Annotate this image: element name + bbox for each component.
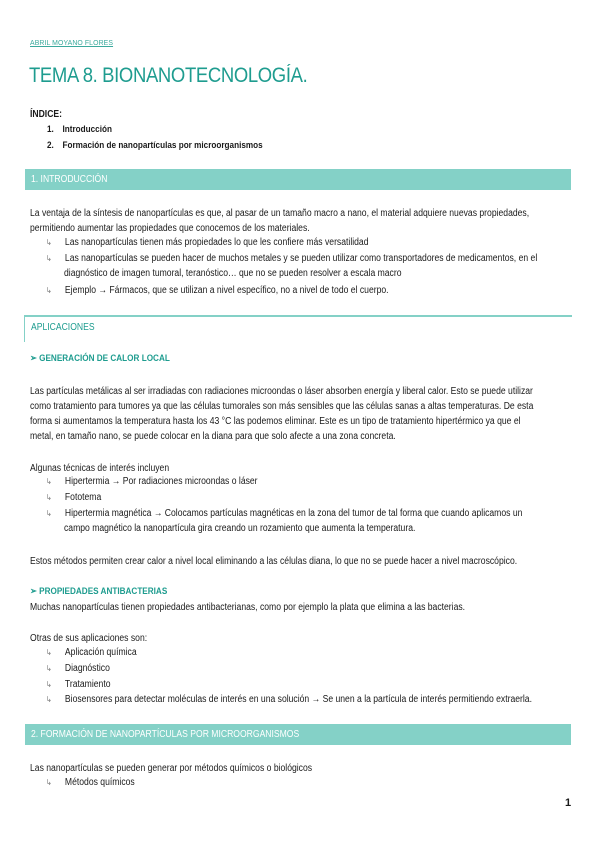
intro-paragraph-line: permitiendo aumentar las propiedades que conocemos de los materiales. [30,223,310,234]
list-item-text: Hipertermia → Por radiaciones microondas o láser [64,476,258,487]
list-item [46,492,101,503]
antibacterial-paragraph: Muchas nanopartículas tienen propiedades antibacterianas, como por ejemplo la plata que elimina a las bacterias. [30,602,466,613]
list-item [46,663,110,674]
section-heading-introduccion [25,169,571,190]
list-item-text: Las nanopartículas tienen más propiedades lo que les confiere más versatilidad [64,237,369,248]
section-heading-text: 1. INTRODUCCIÓN [31,174,108,185]
arrow-bullet-icon: ↳ [46,477,52,486]
list-item [46,679,110,690]
list-item-text: Las nanopartículas se pueden hacer de muchos metales y se pueden utilizar como transportadores de medicamentos, en el [64,253,538,264]
list-item-text: Tratamiento [64,679,111,690]
list-item [46,694,532,705]
arrow-bullet-icon: ↳ [46,648,52,657]
section-heading-formacion [25,724,571,745]
list-item [46,253,537,264]
list-item [46,508,522,519]
arrow-bullet-icon: ↳ [46,238,52,247]
arrow-bullet-icon: ↳ [46,778,52,787]
index-heading: ÍNDICE: [30,109,63,120]
heading-generacion-calor-local: ➢ GENERACIÓN DE CALOR LOCAL [30,353,170,364]
section2-paragraph: Las nanopartículas se pueden generar por métodos químicos o biológicos [30,763,313,774]
list-item-text: Biosensores para detectar moléculas de interés en una solución → Se unen a la partícula de interés permitiendo extraerla. [64,694,532,705]
list-item [46,237,369,248]
list-item [46,476,258,487]
arrow-bullet-icon: ↳ [46,493,52,502]
list-item [46,777,135,788]
heat-conclusion: Estos métodos permiten crear calor a nivel local eliminando a las células diana, lo que no se puede hacer a nivel macroscópico. [30,556,518,567]
heading-propiedades-antibacterias: ➢ PROPIEDADES ANTIBACTERIAS [30,586,168,597]
index-label: Formación de nanopartículas por microorganismos [62,140,263,151]
heat-paragraph-line: forma si aumentamos la temperatura hasta los 43 °C las podemos eliminar. Este es un tipo de tratamiento hipertérmico ya que el [30,416,521,427]
list-item [46,285,389,296]
list-item [46,647,137,658]
list-item-continuation: campo magnético la nanopartícula gira creando un rozamiento que aumenta la temperatura. [64,523,416,534]
intro-paragraph-line: La ventaja de la síntesis de nanopartículas es que, al pasar de un tamaño macro a nano, el material adquiere nuevas propiedades, [30,208,530,219]
author-link[interactable]: ABRIL MOYANO FLORES [30,38,114,47]
heat-paragraph-line: como tratamiento para tumores ya que las células tumorales son más sensibles que las células sanas a altas temperaturas. De esta [30,401,534,412]
list-item-text: Ejemplo → Fármacos, que se utilizan a nivel específico, no a nivel de todo el cuerpo. [64,285,389,296]
subsection-heading-text: APLICACIONES [31,322,95,333]
list-item-text: Diagnóstico [64,663,110,674]
index-item-1[interactable] [47,124,112,135]
heat-paragraph-line: Las partículas metálicas al ser irradiadas con radiaciones microondas o láser absorben energía y liberal calor. Esto se puede utilizar [30,386,533,397]
list-item-text: Métodos químicos [64,777,135,788]
section-heading-text: 2. FORMACIÓN DE NANOPARTÍCULAS POR MICROORGANISMOS [31,729,300,740]
index-item-2[interactable] [47,140,263,151]
arrow-bullet-icon: ↳ [46,254,52,263]
index-label: Introducción [62,124,112,135]
arrow-bullet-icon: ↳ [46,509,52,518]
list-item-text: Aplicación química [64,647,137,658]
page-number: 1 [565,797,572,809]
index-number: 1. [47,124,54,135]
arrow-bullet-icon: ↳ [46,680,52,689]
techniques-intro: Algunas técnicas de interés incluyen [30,463,170,474]
list-item-continuation: diagnóstico de imagen tumoral, teranóstico… que no se pueden resolver a escala macro [64,268,402,279]
other-applications-intro: Otras de sus aplicaciones son: [30,633,148,644]
list-item-text: Hipertermia magnética → Colocamos partículas magnéticas en la zona del tumor de tal forma que cuando aplicamos un [64,508,523,519]
arrow-bullet-icon: ↳ [46,695,52,704]
list-item-text: Fototema [64,492,102,503]
page-title: TEMA 8. BIONANOTECNOLOGÍA. [29,64,308,87]
index-number: 2. [47,140,54,151]
subsection-heading-aplicaciones [24,315,572,342]
heat-paragraph-line: metal, en tamaño nano, se puede colocar en la diana para que solo afecte a una zona concreta. [30,431,396,442]
arrow-bullet-icon: ↳ [46,286,52,295]
arrow-bullet-icon: ↳ [46,664,52,673]
